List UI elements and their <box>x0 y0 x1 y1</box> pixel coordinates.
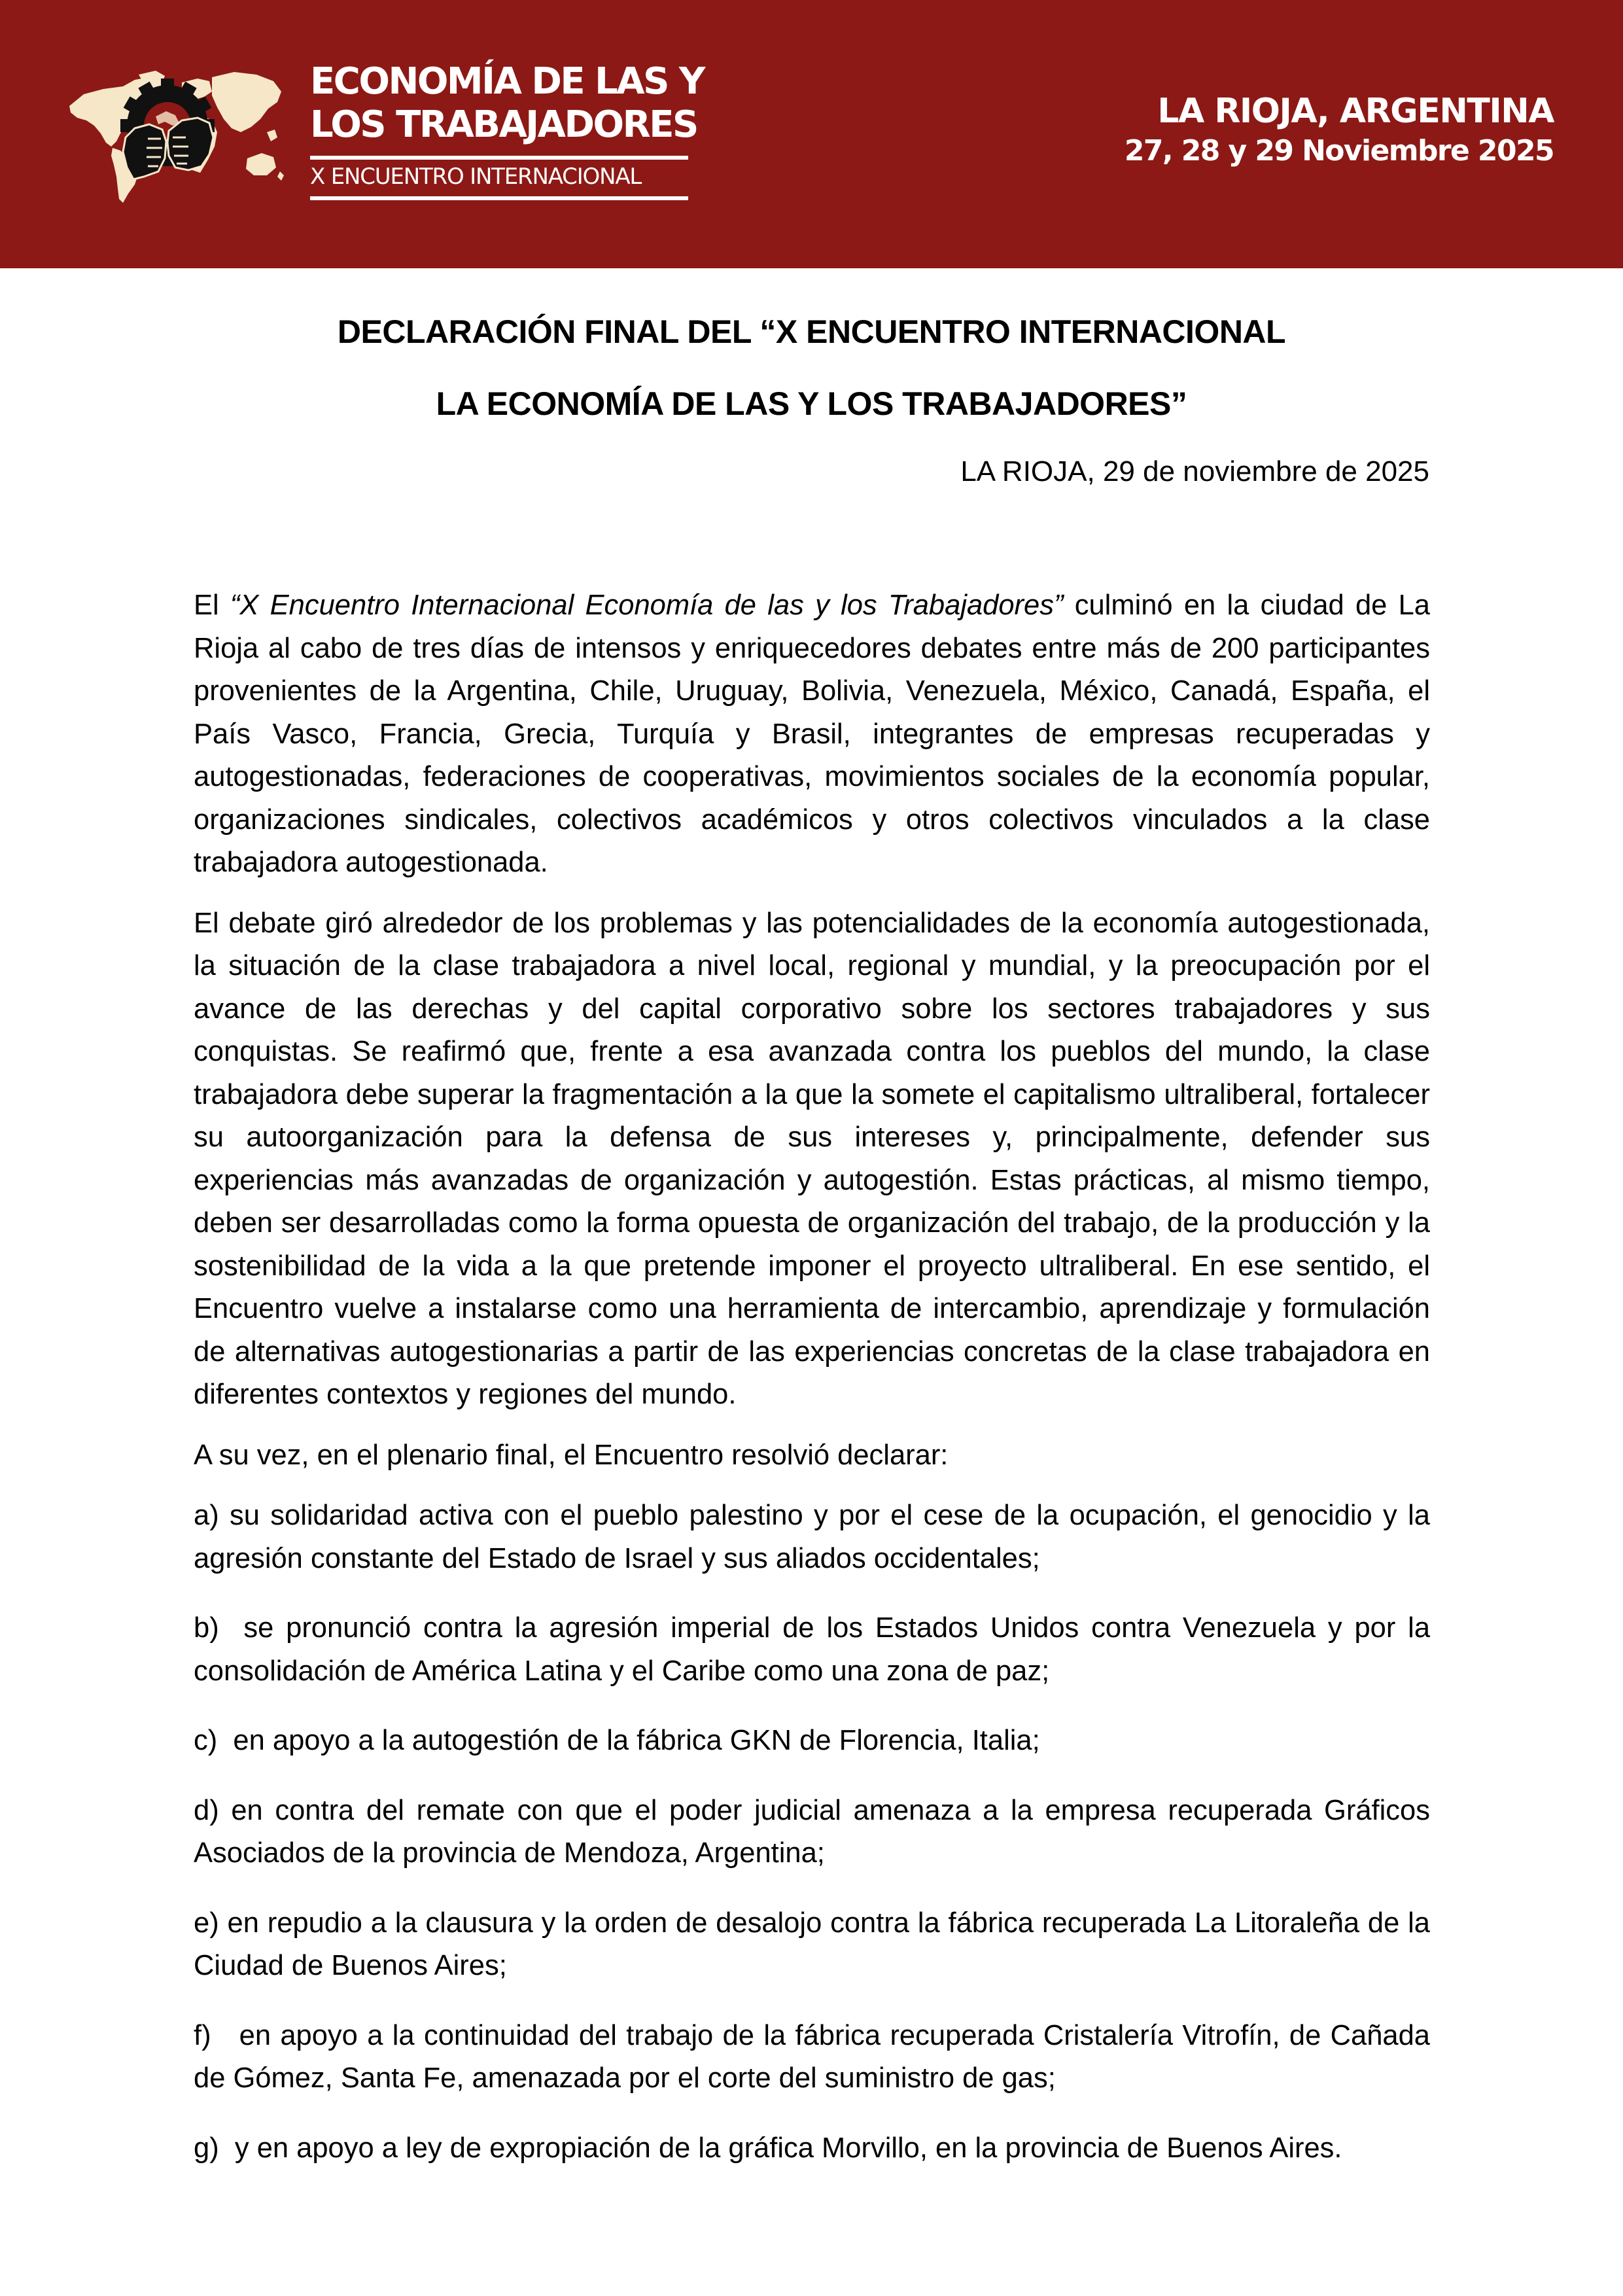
event-location: LA RIOJA, ARGENTINA <box>1157 92 1554 131</box>
brand-block <box>310 60 704 200</box>
resolution-item <box>194 2127 1430 2170</box>
header-banner <box>0 0 1623 268</box>
item-marker: f) <box>194 2019 211 2051</box>
item-marker: b) <box>194 1612 219 1644</box>
item-text: en apoyo a la continuidad del trabajo de la fábrica recuperada Cristalería Vitrofín, de Cañada de Gómez, Santa Fe, amenazada por el corte del suministro de gas; <box>194 2019 1430 2094</box>
item-marker: e) <box>194 1907 219 1939</box>
brand-divider <box>310 156 688 160</box>
world-map-gear-fists-icon <box>58 60 288 205</box>
event-dates: 27, 28 y 29 Noviembre 2025 <box>1124 134 1554 168</box>
item-text: en contra del remate con que el poder judicial amenaza a la empresa recuperada Gráficos Asociados de la provincia de Mendoza, Argentina; <box>194 1794 1430 1869</box>
item-text: en repudio a la clausura y la orden de desalojo contra la fábrica recuperada La Litoraleña de la Ciudad de Buenos Aires; <box>194 1907 1430 1981</box>
resolution-item <box>194 1607 1430 1693</box>
item-text: en apoyo a la autogestión de la fábrica GKN de Florencia, Italia; <box>233 1725 1040 1756</box>
event-name-italic: “X Encuentro Internacional Economía de las y los Trabajadores” <box>230 590 1064 621</box>
brand-divider <box>310 196 688 200</box>
paragraph-intro <box>194 584 1430 885</box>
item-marker: c) <box>194 1725 218 1756</box>
document-title-line1: DECLARACIÓN FINAL DEL “X ENCUENTRO INTERNACIONAL <box>337 313 1286 350</box>
resolution-item <box>194 1494 1430 1580</box>
resolution-item <box>194 1720 1430 1763</box>
document-title-line2: LA ECONOMÍA DE LAS Y LOS TRABAJADORES” <box>436 385 1187 422</box>
item-text: su solidaridad activa con el pueblo palestino y por el cese de la ocupación, el genocidio y la agresión constante del Estado de Israel y sus aliados occidentales; <box>194 1500 1430 1574</box>
event-info <box>1125 90 1554 170</box>
item-text: se pronunció contra la agresión imperial de los Estados Unidos contra Venezuela y por la consolidación de América Latina y el Caribe como una zona de paz; <box>194 1612 1431 1687</box>
item-marker: d) <box>194 1794 219 1826</box>
document-body <box>194 584 1430 2197</box>
brand-title-line1: ECONOMÍA DE LAS Y <box>310 60 704 103</box>
paragraph-intro-rest: culminó en la ciudad de La Rioja al cabo de tres días de intensos y enriquecedores debates entre más de 200 participantes provenientes de la Argentina, Chile, Uruguay, Bolivia, Venezuela, México, Canadá, España, el País Vasco, Francia, Grecia, Turquía y Brasil, integrantes de empresas recuperadas y autogestionadas, federaciones de cooperativas, movimientos sociales de la economía popular, organizaciones sindicales, colectivos académicos y otros colectivos vinculados a la clase trabajadora autogestionada. <box>194 590 1431 878</box>
brand-subtitle: X ENCUENTRO INTERNACIONAL <box>310 164 642 190</box>
resolution-item <box>194 2015 1430 2100</box>
brand-title-line2: LOS TRABAJADORES <box>310 103 697 146</box>
resolution-list <box>194 1494 1430 2170</box>
paragraph-resolution-intro: A su vez, en el plenario final, el Encuentro resolvió declarar: <box>194 1439 949 1471</box>
resolution-item <box>194 1902 1430 1988</box>
item-marker: a) <box>194 1500 219 1531</box>
paragraph-debate: El debate giró alrededor de los problemas y las potencialidades de la economía autogestionada, la situación de la clase trabajadora a nivel local, regional y mundial, y la preocupación por el avance de las derechas y del capital corporativo sobre los sectores trabajadores y sus conquistas. Se reafirmó que, frente a esa avanzada contra los pueblos del mundo, la clase trabajadora debe superar la fragmentación a la que la somete el capitalismo ultraliberal, fortalecer su autoorganización para la defensa de sus intereses y, principalmente, defender sus experiencias más avanzadas de organización y autogestión. Estas prácticas, al mismo tiempo, deben ser desarrolladas como la forma opuesta de organización del trabajo, de la producción y la sostenibilidad de la vida a la que pretende imponer el proyecto ultraliberal. En ese sentido, el Encuentro vuelve a instalarse como una herramienta de intercambio, aprendizaje y formulación de alternativas autogestionarias a partir de las experiencias concretas de la clase trabajadora en diferentes contextos y regiones del mundo. <box>194 907 1430 1410</box>
dateline: LA RIOJA, 29 de noviembre de 2025 <box>960 455 1429 487</box>
resolution-item <box>194 1790 1430 1875</box>
item-marker: g) <box>194 2132 219 2164</box>
item-text: y en apoyo a ley de expropiación de la gráfica Morvillo, en la provincia de Buenos Aires. <box>234 2132 1342 2164</box>
paragraph-intro-prefix: El <box>194 590 230 621</box>
